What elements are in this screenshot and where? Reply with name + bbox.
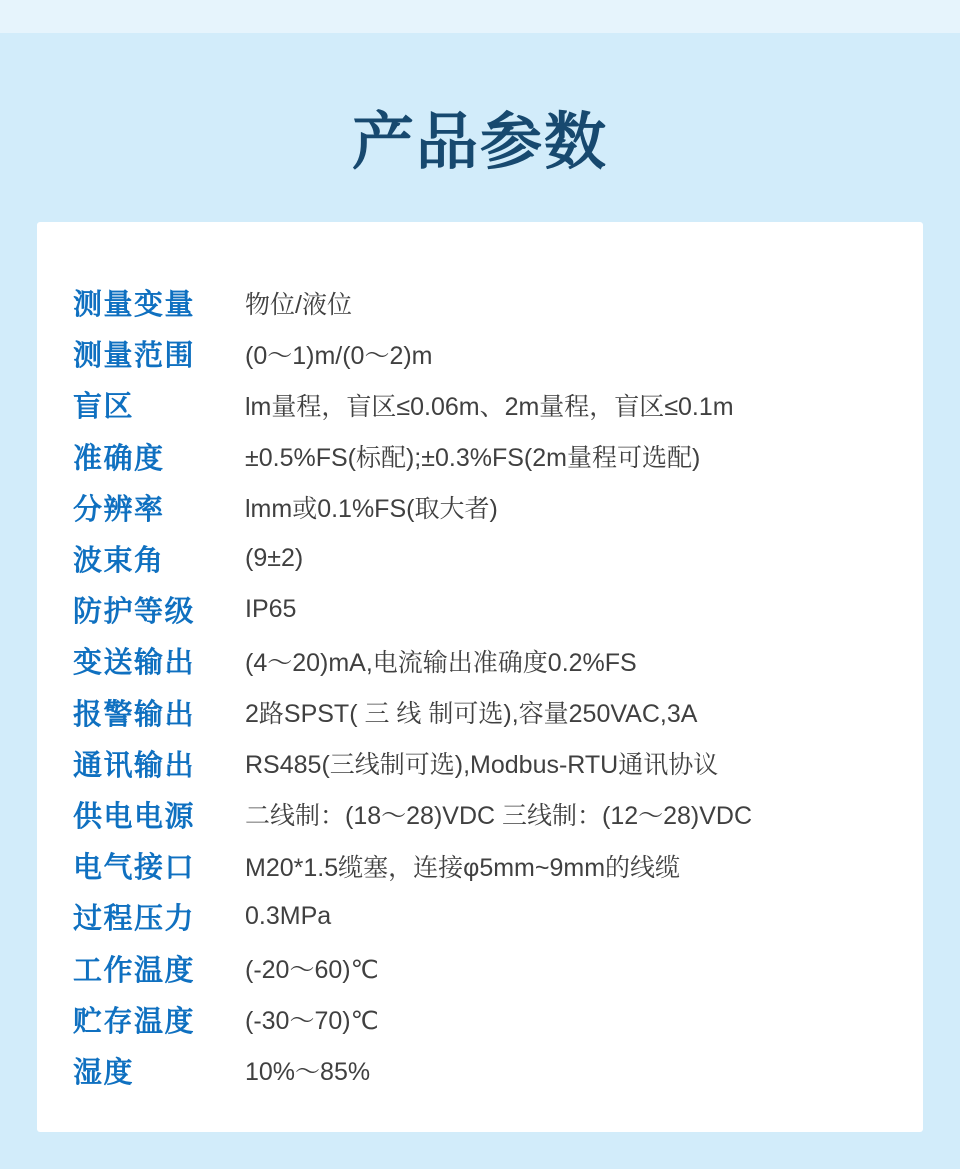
spec-value: 二线制：(18～28)VDC 三线制：(12～28)VDC [245,802,753,831]
spec-value: (-20～60)℃ [245,956,379,985]
table-row [73,738,893,789]
table-row [73,533,893,584]
spec-value: (0～1)m/(0～2)m [245,341,433,370]
table-row [73,840,893,891]
spec-label: 工作温度 [73,954,196,987]
spec-label: 测量变量 [73,289,196,322]
table-row [73,431,893,482]
table-row [73,994,893,1045]
spec-label: 过程压力 [73,903,196,936]
spec-value: IP65 [245,595,297,624]
table-row [73,687,893,738]
spec-value: 物位/液位 [245,290,352,319]
spec-label: 电气接口 [73,852,196,885]
table-row [73,379,893,430]
spec-value: ±0.5%FS(标配);±0.3%FS(2m量程可选配) [245,444,701,473]
spec-label: 供电电源 [73,800,196,833]
spec-value: 2路SPST( 三 线 制可选),容量250VAC,3A [245,700,698,729]
table-row [73,1045,893,1096]
spec-label: 准确度 [73,442,165,475]
table-row [73,482,893,533]
table-row [73,789,893,840]
spec-value: 10%～85% [245,1058,371,1087]
spec-label: 通讯输出 [73,749,196,782]
page-title: 产品参数 [351,108,608,177]
table-row [73,584,893,635]
top-strip [0,0,960,33]
spec-value: RS485(三线制可选),Modbus-RTU通讯协议 [245,751,719,780]
spec-value: 0.3MPa [245,902,332,931]
spec-value: M20*1.5缆塞，连接φ5mm~9mm的线缆 [245,853,681,882]
spec-card [37,222,923,1132]
spec-label: 湿度 [73,1056,135,1089]
spec-label: 变送输出 [73,647,196,680]
spec-value: lmm或0.1%FS(取大者) [245,495,498,524]
spec-value: (9±2) [245,544,304,573]
spec-label: 分辨率 [73,493,165,526]
spec-value: (4～20)mA,电流输出准确度0.2%FS [245,648,637,677]
spec-label: 测量范围 [73,340,196,373]
spec-label: 报警输出 [73,698,196,731]
spec-label: 波束角 [73,545,165,578]
spec-label: 贮存温度 [73,1005,196,1038]
table-row [73,891,893,942]
spec-label: 盲区 [73,391,135,424]
table-row [73,277,893,328]
spec-value: lm量程，盲区≤0.06m、2m量程，盲区≤0.1m [245,392,734,421]
table-row [73,328,893,379]
spec-value: (-30～70)℃ [245,1007,379,1036]
table-row [73,942,893,993]
spec-label: 防护等级 [73,596,196,629]
table-row [73,635,893,686]
